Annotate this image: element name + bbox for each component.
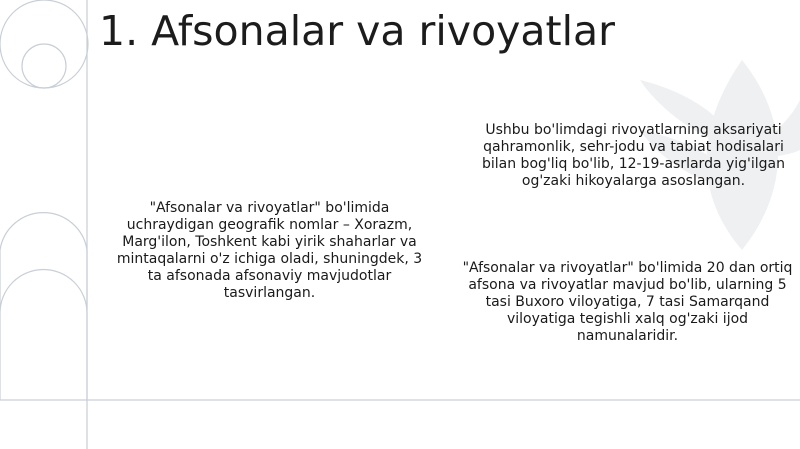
text-block-right-bottom: "Afsonalar va rivoyatlar" bo'limida 20 dan ortiq afsona va rivoyatlar mavjud bo'lib, ularning 5 tasi Buxoro viloyatiga, 7 tasi Samarqand viloyatiga tegishli xalq og'zaki ijod namunalaridir. <box>462 260 793 344</box>
deco-arch-upper <box>0 213 87 310</box>
deco-arch-lower <box>0 270 87 401</box>
text-block-right-top: Ushbu bo'limdagi rivoyatlarning aksariyati qahramonlik, sehr-jodu va tabiat hodisalari bilan bog'liq bo'lib, 12-19-asrlarda yig'ilgan og'zaki hikoyalarga asoslangan. <box>481 122 786 189</box>
deco-circle-small <box>22 44 66 88</box>
text-block-left: "Afsonalar va rivoyatlar" bo'limida uchraydigan geografik nomlar – Xorazm, Marg'ilon, Toshkent kabi yirik shaharlar va mintaqalarni o'z ichiga oladi, shuningdek, 3 ta afsonada afsonaviy mavjudotlar tasvirlangan. <box>116 200 423 301</box>
slide-title: 1. Afsonalar va rivoyatlar <box>99 7 615 55</box>
